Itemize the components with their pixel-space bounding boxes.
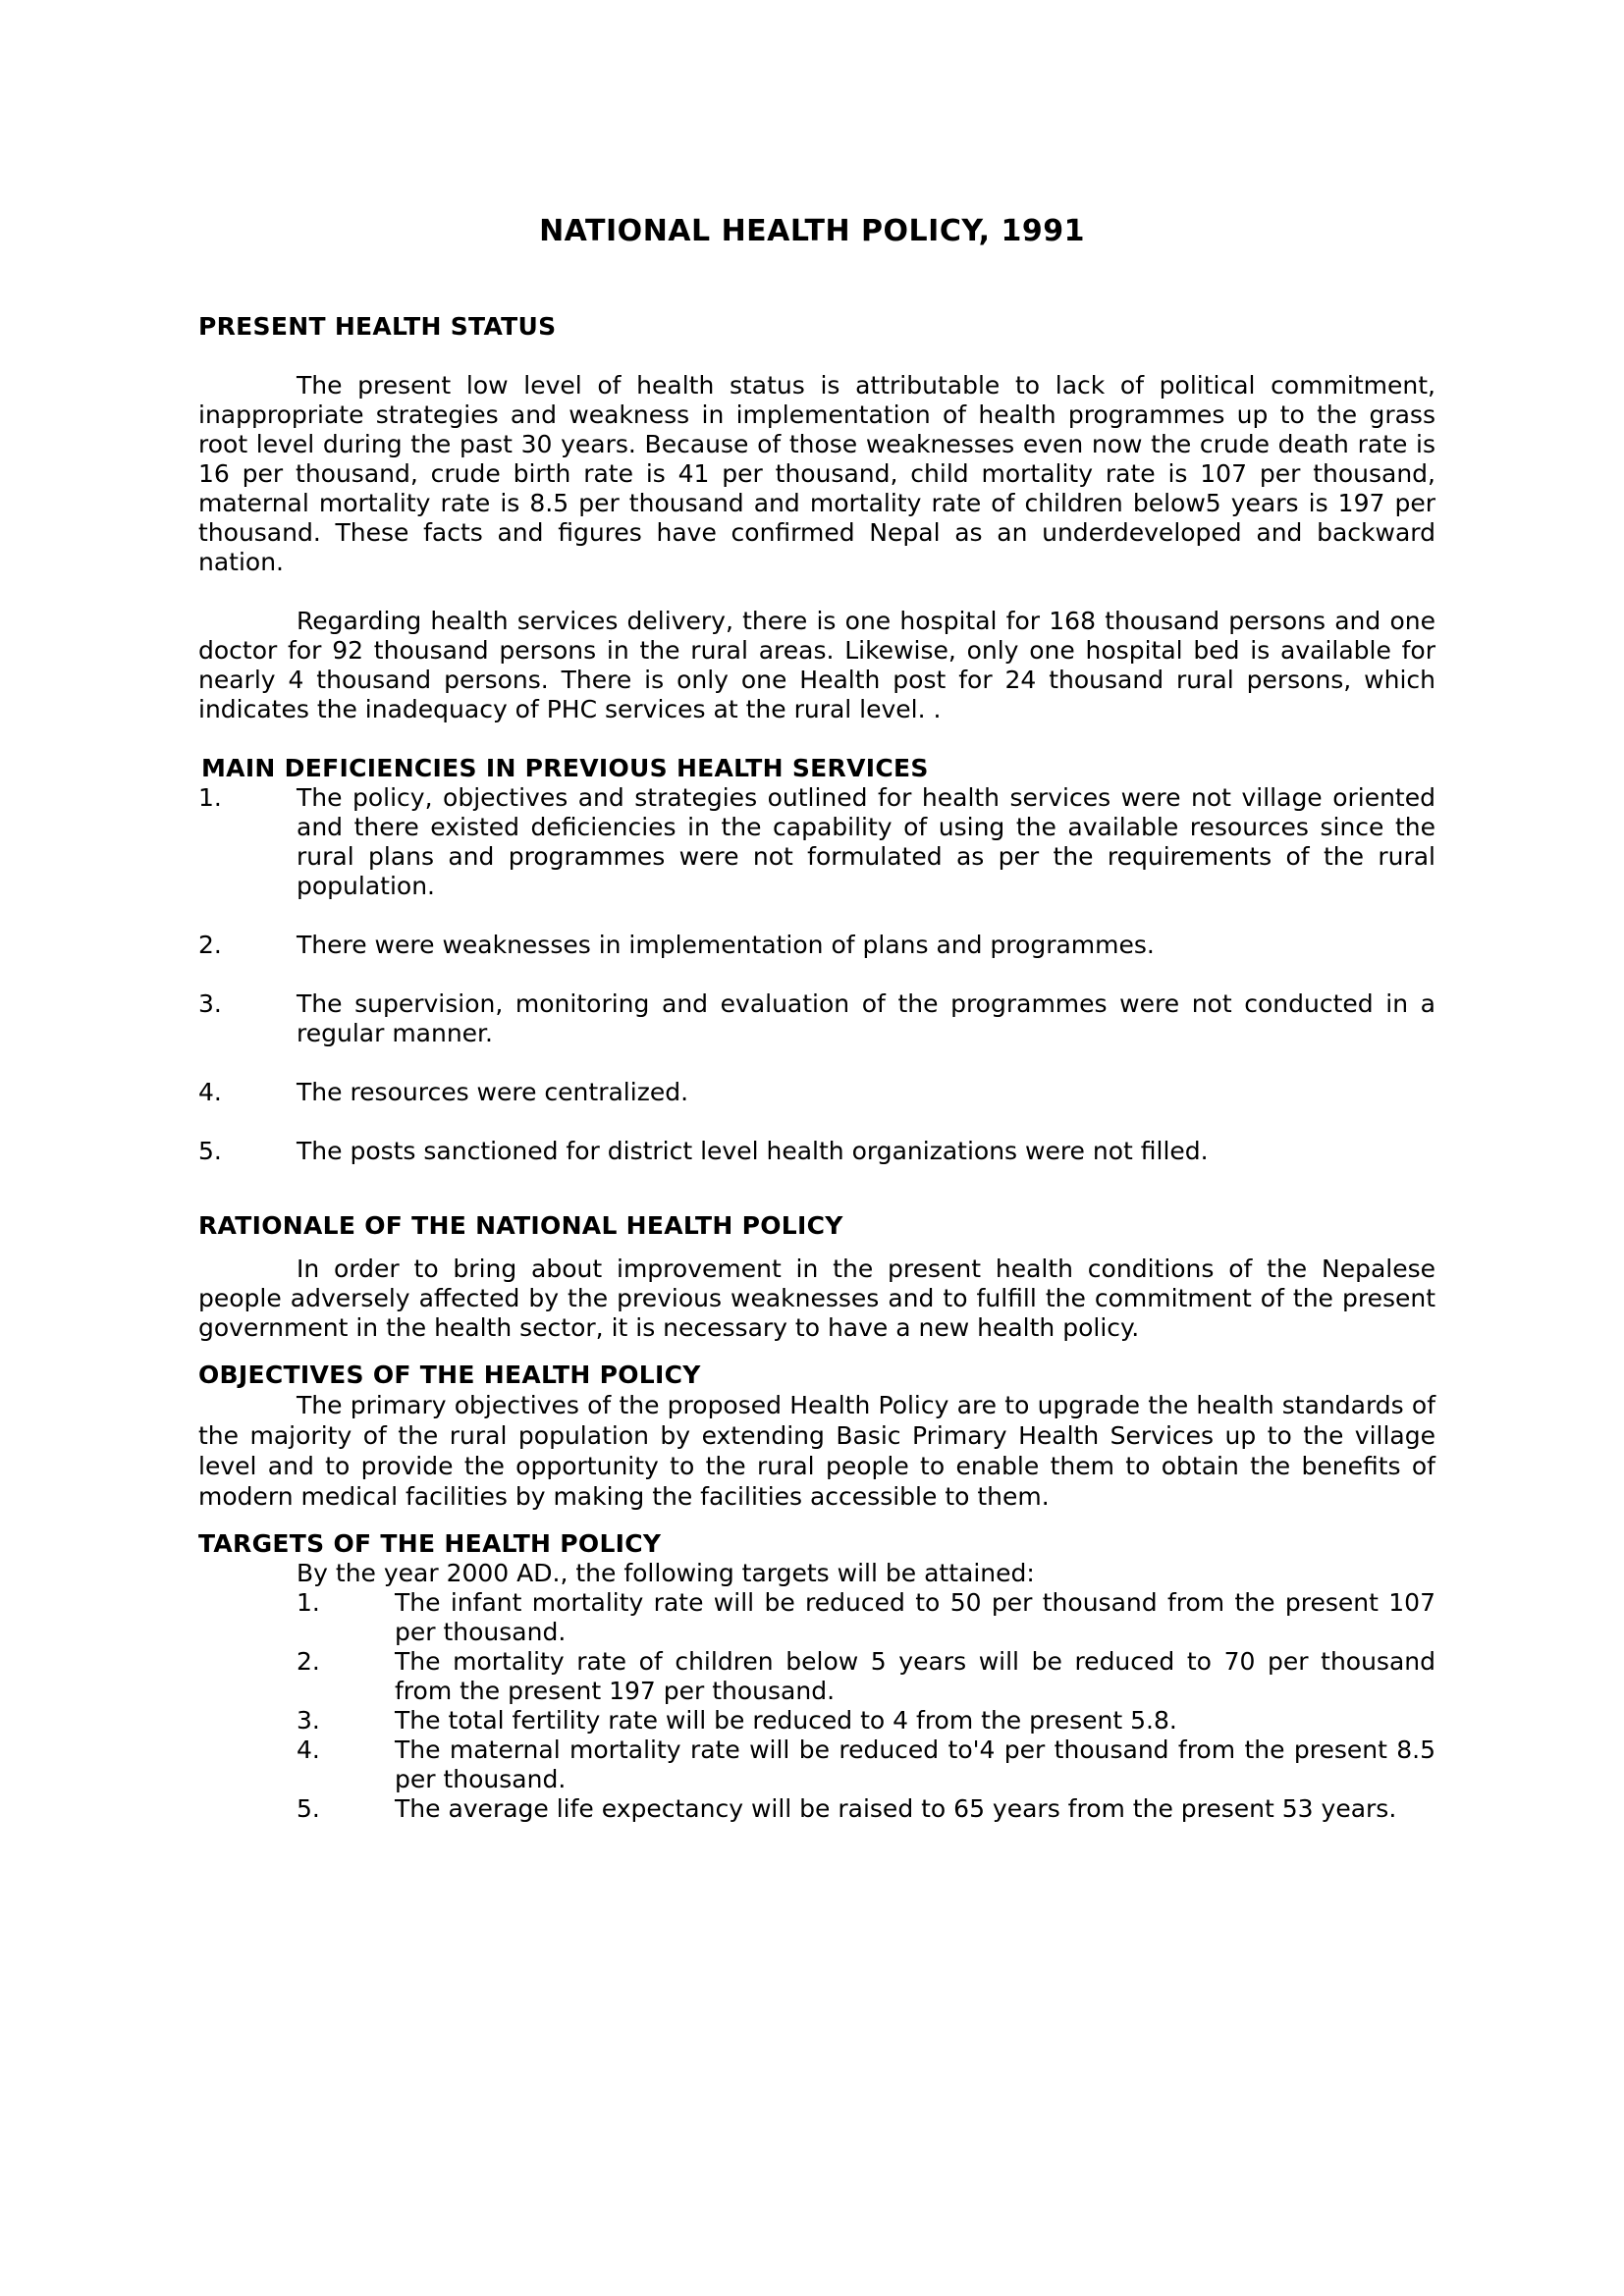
list-item-number: 5. (198, 1137, 222, 1165)
objectives-paragraph: The primary objectives of the proposed Health Policy are to upgrade the health standards of the majority of the rural population by extending Basic Primary Health Services up to the village level and to provide the opportunity to the rural people to enable them to obtain the benefits of modern medical facilities by making the facilities accessible to them. (198, 1391, 1435, 1511)
present-status-paragraph-1: The present low level of health status is attributable to lack of political commitment, inappropriate strategies and weakness in implementation of health programmes up to the grass root level during the past 30 years. Because of those weaknesses even now the crude death rate is 16 per thousand, crude birth rate is 41 per thousand, child mortality rate is 107 per thousand, maternal mortality rate is 8.5 per thousand and mortality rate of children below5 years is 197 per thousand. These facts and figures have confirmed Nepal as an underdeveloped and backward nation. (198, 371, 1435, 576)
list-item-number: 3. (297, 1706, 320, 1735)
section-heading-targets: TARGETS OF THE HEALTH POLICY (198, 1529, 662, 1558)
list-item-text: The supervision, monitoring and evaluation of the programmes were not conducted in a regular manner. (297, 989, 1435, 1047)
list-item (297, 1794, 1435, 1824)
list-item-number: 4. (297, 1735, 320, 1764)
list-item (297, 1647, 1435, 1706)
section-heading-deficiencies: MAIN DEFICIENCIES IN PREVIOUS HEALTH SERVICES (201, 754, 929, 782)
list-item-text: The policy, objectives and strategies outlined for health services were not village oriented and there existed deficiencies in the capability of using the available resources since the rural plans and programmes were not formulated as per the requirements of the rural population. (297, 783, 1435, 900)
list-item (297, 1706, 1435, 1735)
list-item (198, 989, 1435, 1048)
list-item-text: The mortality rate of children below 5 years will be reduced to 70 per thousand from the present 197 per thousand. (395, 1647, 1435, 1705)
section-heading-present-status: PRESENT HEALTH STATUS (198, 312, 557, 341)
list-item-number: 2. (297, 1647, 320, 1676)
document-body (198, 312, 1435, 1824)
list-item-text: The posts sanctioned for district level health organizations were not filled. (297, 1137, 1209, 1165)
list-item (198, 931, 1435, 960)
targets-list (297, 1588, 1435, 1824)
targets-block (297, 1559, 1435, 1824)
list-item-text: There were weaknesses in implementation of plans and programmes. (297, 931, 1155, 959)
rationale-paragraph: In order to bring about improvement in the present health conditions of the Nepalese people adversely affected by the previous weaknesses and to fulfill the commitment of the present government in the health sector, it is necessary to have a new health policy. (198, 1255, 1435, 1342)
list-item-text: The resources were centralized. (297, 1078, 689, 1106)
list-item-number: 4. (198, 1078, 222, 1106)
section-heading-objectives: OBJECTIVES OF THE HEALTH POLICY (198, 1361, 701, 1389)
list-item-number: 2. (198, 931, 222, 959)
list-item-text: The maternal mortality rate will be reduced to'4 per thousand from the present 8.5 per thousand. (395, 1735, 1435, 1793)
list-item-number: 1. (297, 1588, 320, 1617)
list-item-text: The total fertility rate will be reduced to 4 from the present 5.8. (395, 1706, 1177, 1735)
list-item-number: 5. (297, 1794, 320, 1823)
deficiencies-list (198, 783, 1435, 1166)
list-item-text: The infant mortality rate will be reduced to 50 per thousand from the present 107 per thousand. (395, 1588, 1435, 1646)
present-status-paragraph-2: Regarding health services delivery, there is one hospital for 168 thousand persons and one doctor for 92 thousand persons in the rural areas. Likewise, only one hospital bed is available for nearly 4 thousand persons. There is only one Health post for 24 thousand rural persons, which indicates the inadequacy of PHC services at the rural level. . (198, 607, 1435, 723)
list-item-number: 1. (198, 783, 222, 812)
list-item (297, 1735, 1435, 1794)
list-item (198, 1137, 1435, 1166)
list-item-text: The average life expectancy will be raised to 65 years from the present 53 years. (395, 1794, 1397, 1823)
list-item (198, 1078, 1435, 1107)
page-title: NATIONAL HEALTH POLICY, 1991 (539, 214, 1085, 248)
list-item (198, 783, 1435, 901)
list-item (297, 1588, 1435, 1647)
targets-intro: By the year 2000 AD., the following targets will be attained: (297, 1559, 1035, 1587)
list-item-number: 3. (198, 989, 222, 1018)
section-heading-rationale: RATIONALE OF THE NATIONAL HEALTH POLICY (198, 1211, 843, 1240)
